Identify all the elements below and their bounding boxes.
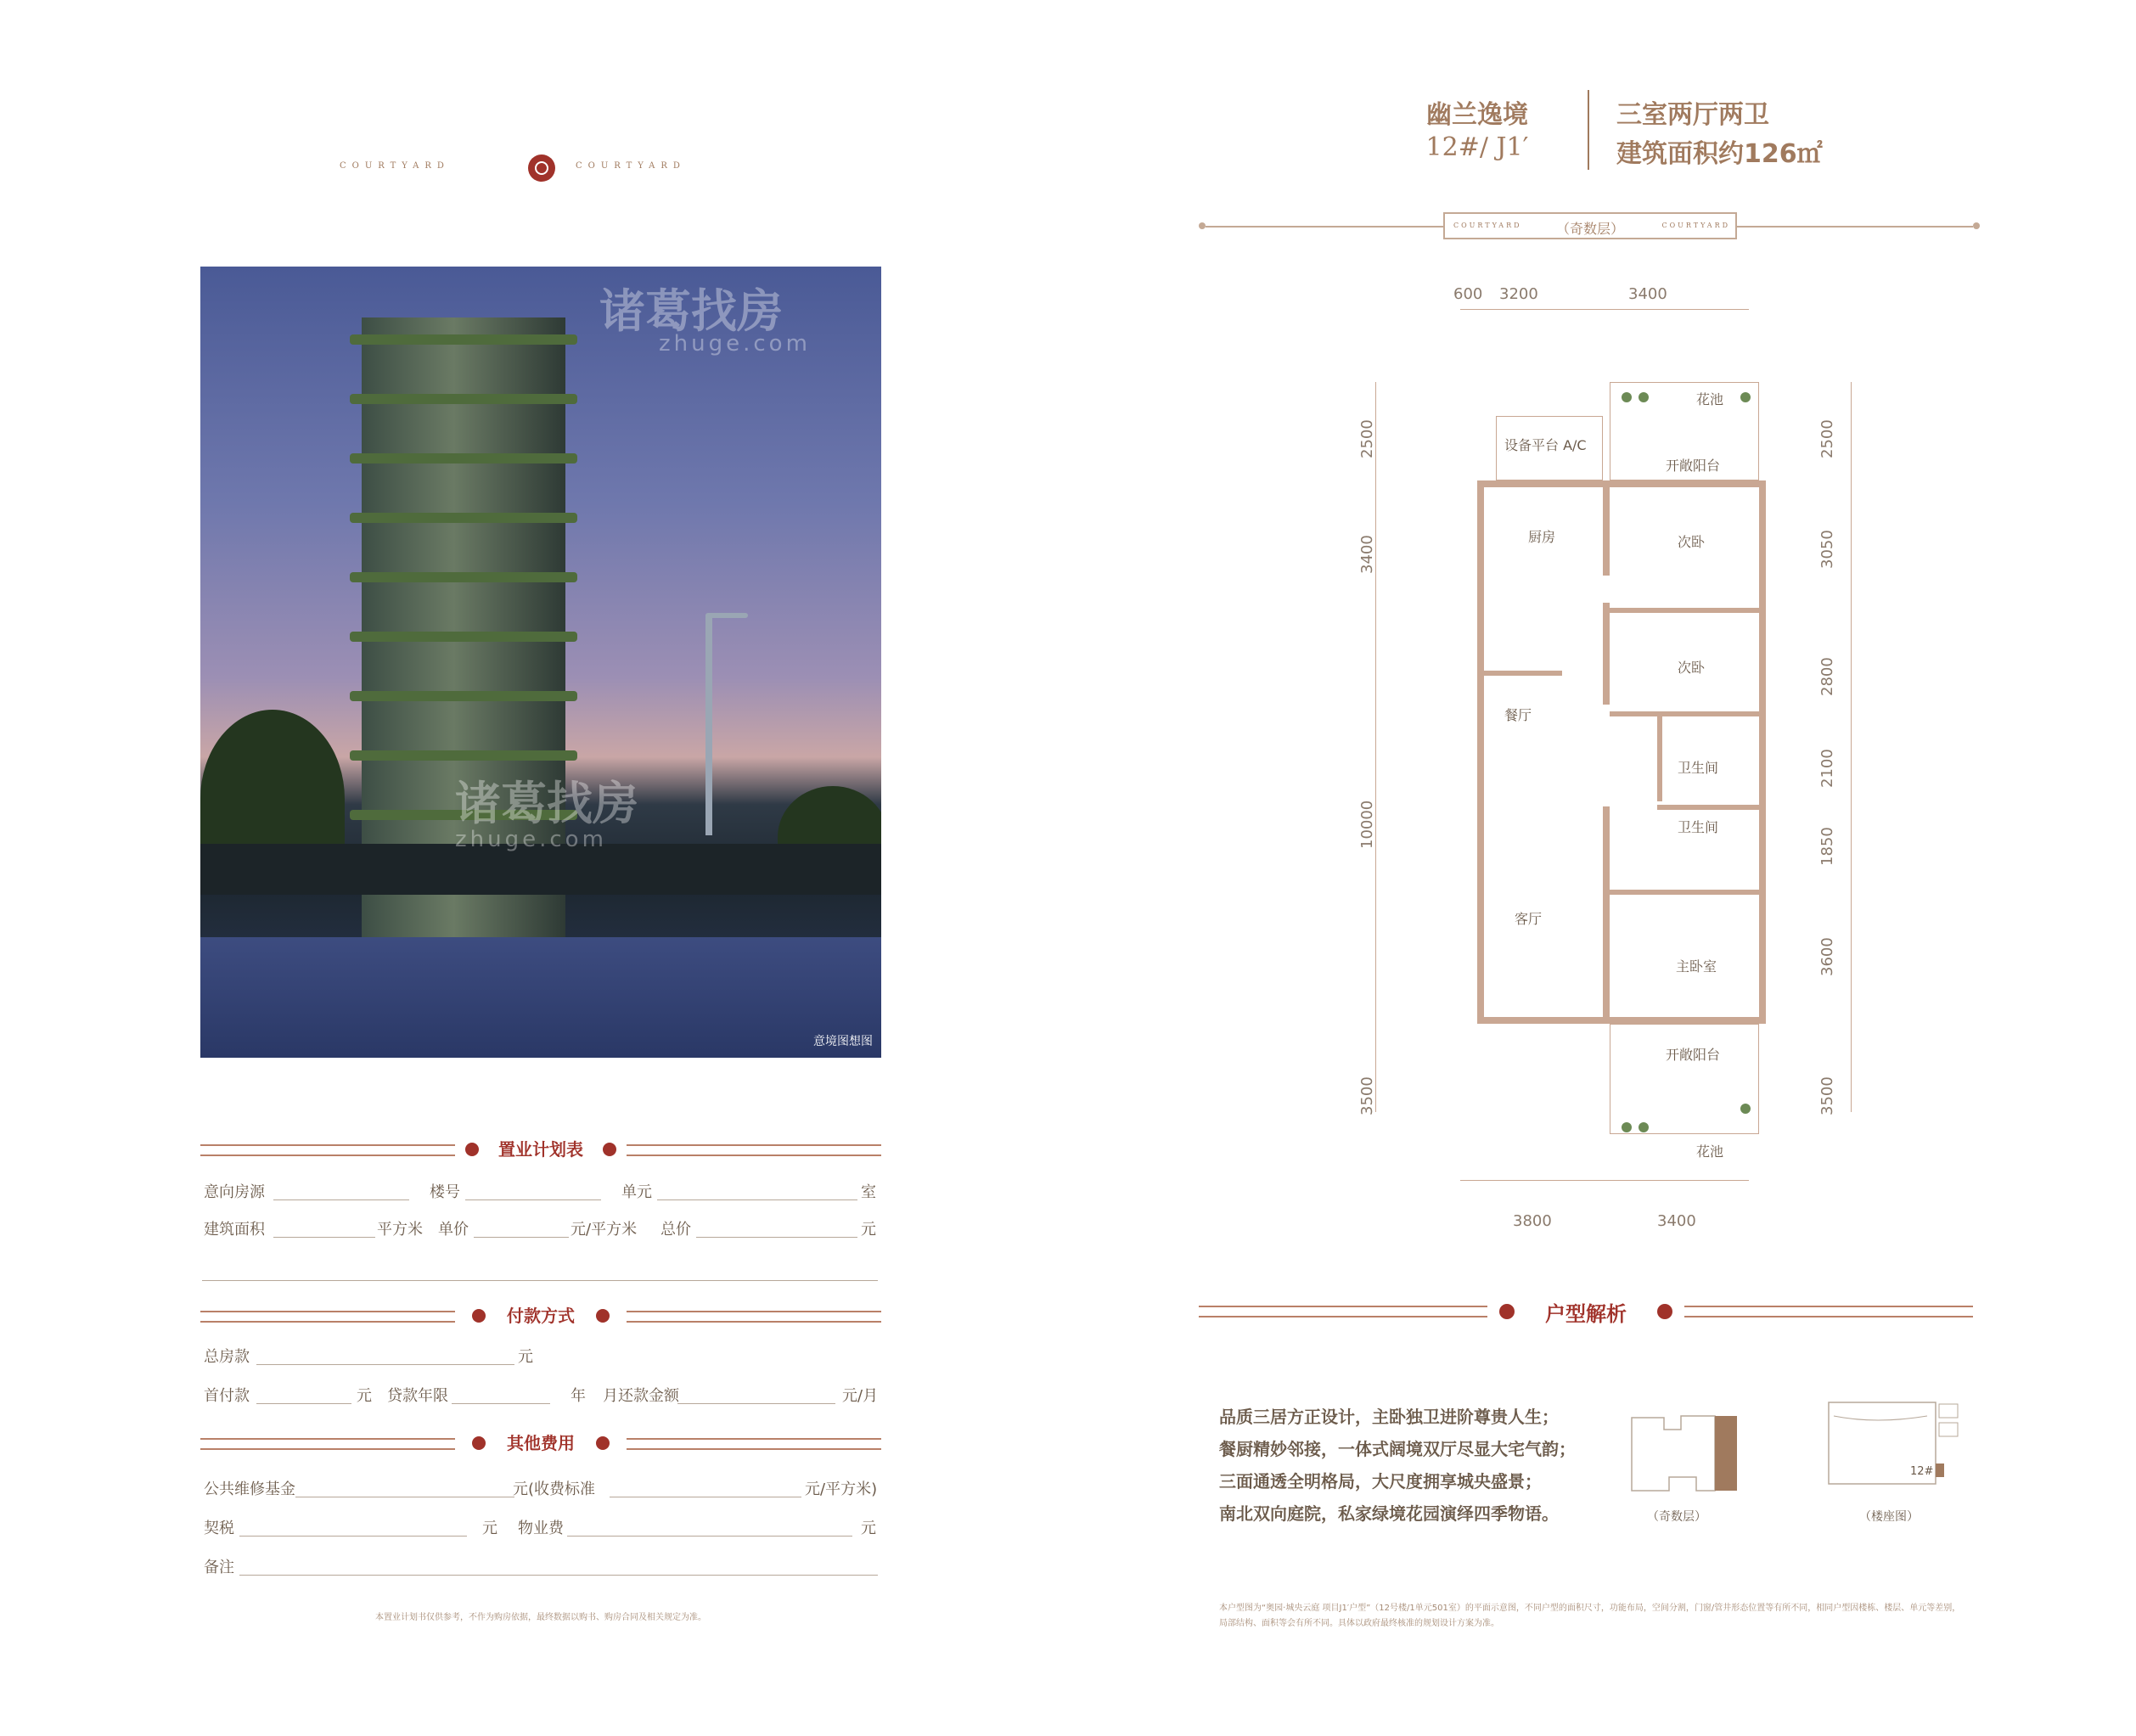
- fill-line-property-fee[interactable]: [567, 1536, 852, 1537]
- room-label: 客厅: [1515, 911, 1543, 927]
- fill-line-deed-tax[interactable]: [239, 1536, 467, 1537]
- form-row: [202, 1552, 880, 1577]
- dim-top: 600: [1453, 285, 1483, 303]
- form-row: [202, 1341, 880, 1367]
- mini-site-diagram: [1825, 1399, 1963, 1491]
- room-label: 卫生间: [1678, 760, 1719, 776]
- fill-line-total-price[interactable]: [256, 1364, 514, 1365]
- form-row: [202, 1380, 880, 1406]
- water: [200, 937, 881, 1058]
- fill-line-down-payment[interactable]: [256, 1403, 351, 1404]
- watermark-sub: zhuge.com: [455, 827, 607, 852]
- field-label: 楼号: [430, 1183, 460, 1201]
- left-disclaimer: 本置业计划书仅供参考，不作为购房依据，最终数据以购书、购房合同及相关规定为准。: [375, 1613, 706, 1622]
- field-label: 月还款金额: [603, 1387, 679, 1405]
- field-label: 年: [571, 1387, 586, 1405]
- floor-band: [1199, 212, 1980, 243]
- fill-line-monthly[interactable]: [677, 1403, 835, 1404]
- field-label: 元: [861, 1221, 876, 1239]
- dim-left: 10000: [1358, 800, 1376, 849]
- room-label: 主卧室: [1676, 958, 1717, 975]
- watermark: 诸葛找房: [599, 284, 783, 338]
- field-label: 室: [861, 1183, 876, 1201]
- unit-name-block: [1367, 93, 1588, 162]
- building-rendering: [200, 267, 881, 1058]
- street-lamp-arm: [705, 613, 748, 618]
- unit-spec-block: [1616, 93, 1922, 170]
- dim-top: 3400: [1628, 285, 1667, 303]
- mini-floor-caption: （奇数层）: [1647, 1510, 1706, 1524]
- room-label: 厨房: [1528, 529, 1556, 545]
- mini-site-caption: （楼座图）: [1859, 1510, 1919, 1524]
- ornament-icon: [603, 1143, 616, 1156]
- field-label: 元/平方米: [571, 1221, 638, 1239]
- analysis-line: 三面通透全明格局，大尺度拥享城央盛景；: [1219, 1471, 1542, 1492]
- field-label: 建筑面积: [204, 1221, 265, 1239]
- field-label: 备注: [204, 1559, 234, 1576]
- analysis-text: [1219, 1401, 1593, 1530]
- analysis-line: 餐厨精妙邻接，一体式阔境双厅尽显大宅气韵；: [1219, 1439, 1576, 1459]
- other-fees-title: 其他费用: [507, 1433, 575, 1453]
- form-row: [202, 1513, 880, 1538]
- field-label: 首付款: [204, 1387, 250, 1405]
- analysis-line: 南北双向庭院，私家绿境花园演绎四季物语。: [1219, 1503, 1559, 1524]
- room-label: 次卧: [1678, 534, 1706, 550]
- field-label: 元/月: [842, 1387, 879, 1405]
- dim-top: 3200: [1499, 285, 1538, 303]
- dim-right: 2500: [1818, 419, 1836, 458]
- field-label: 物业费: [518, 1520, 564, 1537]
- payment-header: [200, 1302, 881, 1333]
- brand-text-left: COURTYARD: [340, 161, 450, 171]
- header-divider: [1588, 90, 1589, 170]
- fill-line-entrance[interactable]: [657, 1199, 857, 1200]
- field-label: 单元: [621, 1183, 652, 1201]
- field-label: 元: [482, 1520, 497, 1537]
- unit-code: 12#/ J1′: [1425, 132, 1529, 162]
- dim-right: 2800: [1818, 657, 1836, 696]
- floor-plate: [1443, 212, 1737, 239]
- form-row: [202, 1474, 880, 1499]
- purchase-plan-header: [200, 1136, 881, 1166]
- dim-right: 2100: [1818, 749, 1836, 788]
- dim-left: 3400: [1358, 535, 1376, 574]
- room-label: 卫生间: [1678, 819, 1719, 835]
- brand-text-right: COURTYARD: [576, 161, 686, 171]
- band-text-right: COURTYARD: [1661, 222, 1730, 229]
- render-caption: 意境图想图: [813, 1035, 873, 1048]
- fill-line-unit-price[interactable]: [474, 1237, 569, 1238]
- unit-name: 幽兰逸境: [1426, 100, 1528, 130]
- band-center: （奇数层）: [1555, 221, 1624, 237]
- field-label: 元: [518, 1348, 533, 1366]
- ornament-icon: [596, 1436, 610, 1450]
- brand-bar: [340, 153, 747, 187]
- dim-right: 3600: [1818, 937, 1836, 976]
- unit-area: 建筑面积约126㎡: [1616, 139, 1823, 169]
- room-label: 设备平台 A/C: [1504, 437, 1587, 453]
- floor-plan: [1358, 280, 1868, 1265]
- analysis-line: 品质三居方正设计，主卧独卫进阶尊贵人生；: [1219, 1407, 1559, 1427]
- watermark-sub: zhuge.com: [659, 331, 811, 357]
- purchase-plan-title: 置业计划表: [498, 1139, 583, 1160]
- analysis-title: 户型解析: [1545, 1302, 1627, 1326]
- street-lamp: [705, 615, 712, 835]
- field-label: 元: [861, 1520, 876, 1537]
- dim-bottom: 3800: [1513, 1212, 1552, 1230]
- room-label: 次卧: [1678, 660, 1706, 676]
- room-label: 餐厅: [1504, 707, 1532, 723]
- field-label: 贷款年限: [387, 1387, 448, 1405]
- dim-right: 3500: [1818, 1076, 1836, 1115]
- room-label: 花池: [1696, 391, 1724, 407]
- field-label: 元: [357, 1387, 372, 1405]
- dim-left: 2500: [1358, 419, 1376, 458]
- fill-line-area[interactable]: [273, 1237, 375, 1238]
- field-label: 意向房源: [204, 1183, 265, 1201]
- field-label: 元(收费标准: [513, 1480, 596, 1498]
- brand-seal-icon: [528, 154, 555, 182]
- dim-right: 1850: [1818, 827, 1836, 866]
- ornament-icon: [1657, 1304, 1672, 1319]
- field-label: 契税: [204, 1520, 234, 1537]
- fill-line-building[interactable]: [465, 1199, 601, 1200]
- fill-line-notes[interactable]: [239, 1575, 878, 1576]
- mini-site-label: 12#: [1910, 1465, 1934, 1478]
- payment-title: 付款方式: [507, 1306, 575, 1326]
- fill-line-loan-years[interactable]: [452, 1403, 550, 1404]
- room-label: 花池: [1696, 1143, 1724, 1160]
- form-row: [202, 1214, 880, 1239]
- right-disclaimer: 本户型图为“奥园·城央云庭 项目J1′户型”（12号楼/1单元501室）的平面示意图，不同户型的面积尺寸，功能布局，空间分割，门窗/管井形态位置等有所不同，相同户型因楼栋、楼层、单元等差别，局部结构、面积等会有所不同。具体以政府最终核准的规划设计方案为准。: [1219, 1604, 1961, 1628]
- divider: [202, 1280, 878, 1281]
- band-text-left: COURTYARD: [1453, 222, 1522, 229]
- analysis-header: [1199, 1297, 1973, 1328]
- field-label: 平方米: [377, 1221, 423, 1239]
- ornament-icon: [596, 1309, 610, 1323]
- field-label: 元/平方米): [805, 1480, 878, 1498]
- fill-line-total[interactable]: [696, 1237, 857, 1238]
- field-label: 公共维修基金: [204, 1480, 295, 1498]
- mini-floor-diagram: [1630, 1409, 1740, 1494]
- dim-bottom: 3400: [1657, 1212, 1696, 1230]
- field-label: 总价: [660, 1221, 691, 1239]
- unit-layout: 三室两厅两卫: [1616, 100, 1769, 130]
- watermark: 诸葛找房: [455, 777, 638, 830]
- dim-right: 3050: [1818, 530, 1836, 569]
- form-row: [202, 1177, 880, 1202]
- room-label: 开敞阳台: [1666, 1047, 1721, 1063]
- field-label: 单价: [438, 1221, 469, 1239]
- other-fees-header: [200, 1430, 881, 1460]
- fill-line-unit[interactable]: [273, 1199, 409, 1200]
- dim-left: 3500: [1358, 1076, 1376, 1115]
- field-label: 总房款: [204, 1348, 250, 1366]
- room-label: 开敞阳台: [1666, 458, 1721, 474]
